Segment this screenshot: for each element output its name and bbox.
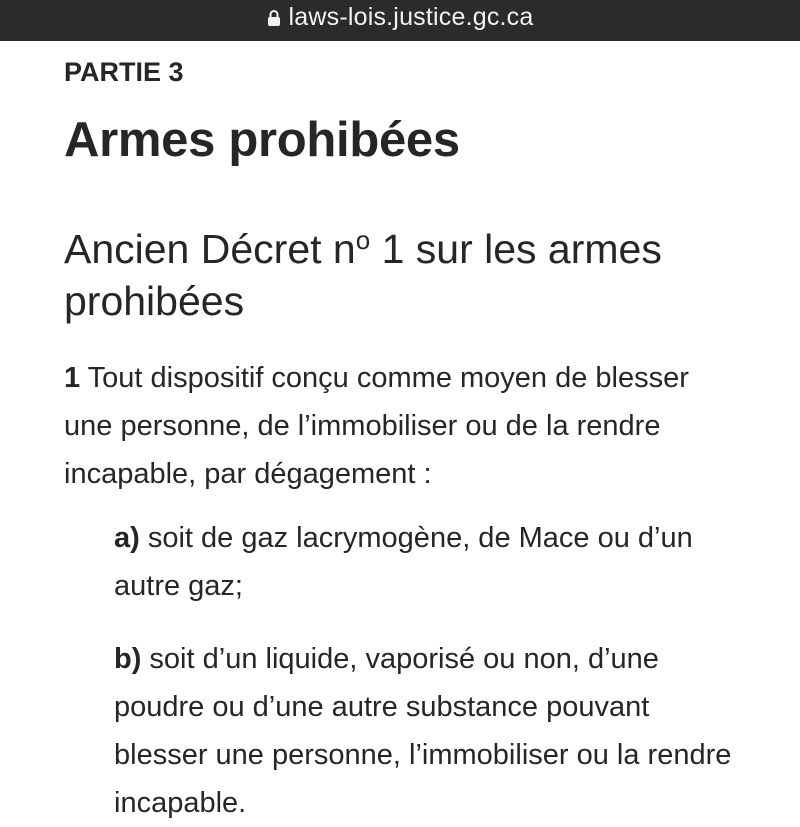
section-heading-superscript: o [355,225,371,255]
url-display[interactable] [267,0,534,38]
item-text: soit de gaz lacrymogène, de Mace ou d’un autre gaz; [114,522,693,602]
item-text: soit d’un liquide, vaporisé ou non, d’une poudre ou d’une autre substance pouvant blesser une personne, l’immobiliser ou la rendre incapable. [114,643,732,819]
url-text: laws-lois.justice.gc.ca [288,3,534,31]
item-label: a) [114,522,140,554]
item-label: b) [114,643,142,675]
paragraph-number: 1 [64,362,81,394]
list-item-a [114,514,744,610]
list-item-b [114,635,744,827]
part-label: PARTIE 3 [64,57,184,87]
lock-icon [267,9,281,27]
browser-url-bar[interactable] [0,0,800,41]
section-heading [64,223,724,327]
section-heading-post: 1 sur les armes prohibées [64,226,662,324]
paragraph-1 [64,354,724,498]
paragraph-text: Tout dispositif conçu comme moyen de blesser une personne, de l’immobiliser ou de la rendre incapable, par dégagement : [64,362,689,490]
part-title: Armes prohibées [64,113,460,167]
section-heading-pre: Ancien Décret n [64,226,356,272]
